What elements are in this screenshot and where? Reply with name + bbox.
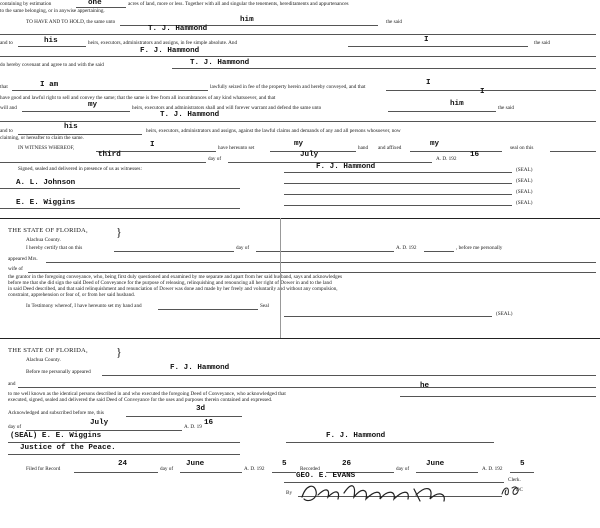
- ack2-notary-1: (SEAL) E. E. Wiggins: [10, 432, 102, 440]
- ack2-body-2: executed, signed, sealed and delivered the said Deed of Conveyance for the uses and purposes therein contained and expressed.: [8, 397, 273, 403]
- seal-4: (SEAL): [516, 200, 533, 206]
- right-pronoun: I: [480, 88, 485, 96]
- heirs-pronoun-line: [18, 46, 86, 47]
- recorded-day-of: day of: [396, 466, 410, 472]
- by-label: By: [286, 490, 293, 496]
- habendum-said: the said: [386, 19, 402, 25]
- witness-hand: hand: [358, 145, 369, 151]
- heirs-pronoun: his: [44, 37, 58, 45]
- date-day-line: [0, 162, 206, 163]
- seized-that: that: [0, 84, 8, 90]
- ack1-day-line: [114, 251, 234, 252]
- witness-whereof: IN WITNESS WHEREOF,: [18, 145, 75, 151]
- ack2-day-line: [126, 416, 242, 417]
- witness-and-affixed: and affixed: [378, 145, 402, 151]
- signature-line-4: [284, 205, 512, 206]
- ack1-mrs-line: [46, 262, 596, 263]
- recorded-year: 5: [520, 460, 525, 468]
- seal-3: (SEAL): [516, 189, 533, 195]
- witness-set: have hereunto set: [218, 145, 255, 151]
- filed-day-line: [74, 472, 158, 473]
- section-divider-1: [0, 218, 600, 219]
- ack2-and: and: [8, 381, 16, 387]
- filed-year-line: [272, 472, 296, 473]
- recorded-month: June: [426, 460, 445, 468]
- date-ad: A. D. 192: [436, 156, 457, 162]
- heirs-and-to: and to: [0, 40, 13, 46]
- ack2-and-line: [18, 387, 596, 388]
- warrant-will-and: will and: [0, 105, 17, 111]
- witness-my2: my: [430, 140, 440, 148]
- filed-year: 5: [282, 460, 287, 468]
- ack1-testimony: In Testimony whereof, I have hereunto set my hand and: [26, 303, 142, 309]
- ack2-notary-line-1: [8, 442, 240, 443]
- warrant-grantee-pronoun: him: [450, 100, 464, 108]
- covenant-line: [172, 68, 596, 69]
- date-day: third: [98, 151, 121, 159]
- seized-text: lawfully seized in fee of the property herein and hereby conveyed, and that: [210, 84, 366, 90]
- date-day-of: day of: [208, 156, 222, 162]
- estimation-label: containing by estimation: [0, 1, 52, 7]
- habendum-label: TO HAVE AND TO HOLD, the same unto: [26, 19, 116, 25]
- seal-2: (SEAL): [516, 178, 533, 184]
- ack2-notary-2: Justice of the Peace.: [20, 444, 116, 452]
- grantor-pronoun: I: [424, 36, 429, 44]
- seized-value: I am: [40, 81, 59, 89]
- recorded-day: 26: [342, 460, 352, 468]
- warrant-grantee-pronoun-line: [388, 111, 496, 112]
- seal-1: (SEAL): [516, 167, 533, 173]
- witness-seal-on: seal on this: [510, 145, 534, 151]
- right-text: have good and lawful right to sell and convey the same; that the same is free from all incumbrances of any kind whatsoever, and that: [0, 95, 276, 101]
- warrant-pronoun-line: [22, 111, 130, 112]
- witness-1-line: [0, 188, 240, 189]
- ack1-brace: }: [116, 225, 122, 239]
- signature-line-2: [284, 183, 512, 184]
- ack2-grantor-sig-line: [286, 442, 494, 443]
- clerk-label: Clerk.: [508, 477, 521, 483]
- witness-seal-line: [550, 151, 596, 152]
- witness-pronoun: I: [150, 141, 155, 149]
- ack2-ad: A. D. 19: [184, 424, 202, 430]
- witness-my2-line: [410, 151, 502, 152]
- ack1-vertical-rule: [280, 218, 281, 338]
- ack1-county: Alachua County.: [26, 237, 61, 243]
- ack2-county: Alachua County.: [26, 357, 61, 363]
- grantee-name-2: T. J. Hammond: [160, 111, 220, 119]
- covenant-text: do hereby covenant and agree to and with the said: [0, 62, 104, 68]
- ack1-certify: I hereby certify that on this: [26, 245, 83, 251]
- ack1-appeared: appeared Mrs.: [8, 256, 38, 262]
- witness-my1: my: [294, 140, 304, 148]
- grantor-signature: F. J. Hammond: [316, 163, 376, 171]
- appurtenances-text: acres of land, more or less. Together with all and singular the tenements, hereditaments and appurtenances: [128, 1, 349, 7]
- warrant-text: heirs, executors and administrators shall and will forever warrant and defend the same unto: [132, 105, 322, 111]
- claims-text-2: claiming, or hereafter to claim the same.: [0, 135, 84, 141]
- seized-pronoun: I: [426, 79, 431, 87]
- ack2-notary-line-2: [8, 454, 240, 455]
- recorded-label: Recorded: [300, 466, 320, 472]
- appertaining-text: to the same belonging, or in anywise appertaining.: [0, 8, 105, 14]
- recorded-month-line: [416, 472, 478, 473]
- ack1-wife-line: [28, 272, 596, 273]
- deputy-clerk-signature: [296, 477, 466, 507]
- date-month: July: [300, 151, 319, 159]
- dc-text: DC: [516, 488, 523, 493]
- seized-pronoun-line: [386, 90, 596, 91]
- section-divider-2: [0, 338, 600, 339]
- heirs-text: heirs, executors, administrators and assigns, in fee simple absolute. And: [88, 40, 238, 46]
- ack2-name: F. J. Hammond: [170, 364, 230, 372]
- grantee-line-1: [0, 34, 596, 35]
- filed-label: Filed for Record: [26, 466, 61, 472]
- ack2-grantor-sig: F. J. Hammond: [326, 432, 386, 440]
- ack1-month-line: [256, 251, 394, 252]
- filed-month: June: [186, 460, 205, 468]
- grantor-name: F. J. Hammond: [140, 47, 200, 55]
- ack1-ad: A. D. 192: [396, 245, 417, 251]
- acres-value: one: [88, 0, 102, 7]
- ack1-body-2: before me that she did sign the said Deed of Conveyance for the purpose of releasing, relinquishing and renouncing all her right of Dower in and to the land: [8, 280, 332, 286]
- heirs-said: the said: [534, 40, 550, 46]
- ack2-subscribed: Acknowledged and subscribed before me, this: [8, 410, 104, 416]
- ack1-testimony-line: [158, 309, 258, 310]
- ack2-day-of: day of: [8, 424, 22, 430]
- ack1-day-of: day of: [236, 245, 250, 251]
- warrant-pronoun: my: [88, 101, 98, 109]
- ack1-body-3: in said Deed described, and that said relinquishment and renunciation of Dower was done and made by her freely and voluntarily and without any compulsion,: [8, 286, 338, 292]
- filed-day: 24: [118, 460, 128, 468]
- warrant-said: the said: [498, 105, 514, 111]
- ack2-month: July: [90, 419, 109, 427]
- witness-2-line: [0, 208, 240, 209]
- recorded-year-line: [510, 472, 534, 473]
- ack1-state: THE STATE OF FLORIDA,: [8, 227, 88, 234]
- claims-and-to: and to: [0, 128, 13, 134]
- ack2-month-line: [26, 430, 182, 431]
- ack2-day: 3d: [196, 405, 206, 413]
- grantor-line: [0, 56, 596, 57]
- filed-day-of: day of: [160, 466, 174, 472]
- ack2-appeared: Before me personally appeared: [26, 369, 91, 375]
- claims-pronoun: his: [64, 123, 78, 131]
- grantor-pronoun-line: [348, 46, 528, 47]
- seized-line: [12, 90, 208, 91]
- signature-line-3: [284, 194, 512, 195]
- signed-label: Signed, sealed and delivered in presence of us as witnesses:: [18, 166, 142, 172]
- clerk-name: GEO. E. EVANS: [296, 472, 356, 480]
- filed-ad: A. D. 192: [244, 466, 265, 472]
- ack1-seal: (SEAL): [496, 311, 513, 317]
- witness-2: E. E. Wiggins: [16, 199, 76, 207]
- witness-1: A. L. Johnson: [16, 179, 76, 187]
- claims-text: heirs, executors, administrators and assigns, against the lawful claims and demands of any and all persons whosoever, now: [146, 128, 401, 134]
- ack2-pronoun: he: [420, 382, 430, 390]
- ack2-state: THE STATE OF FLORIDA,: [8, 347, 88, 354]
- ack1-wife-of: wife of: [8, 266, 23, 272]
- ack2-year: 16: [204, 419, 214, 427]
- ack2-name-line: [102, 375, 596, 376]
- ack1-seal-word: Seal: [260, 303, 269, 309]
- signature-line-1: [284, 172, 512, 173]
- filed-month-line: [180, 472, 242, 473]
- ack1-before-me: , before me personally: [456, 245, 503, 251]
- grantee-name-1: T. J. Hammond: [148, 25, 208, 33]
- ack2-brace: }: [116, 345, 122, 359]
- ack1-body-1: the grantor in the foregoing conveyance, who, being first duly questioned and examined by me separate and apart from her said husband, says and acknowledges: [8, 274, 343, 280]
- ack2-pronoun-line: [400, 396, 596, 397]
- covenant-name: T. J. Hammond: [190, 59, 250, 67]
- ack1-signature-line: [284, 316, 492, 317]
- grantee-line-2: [0, 121, 596, 122]
- habendum-pronoun: him: [240, 16, 254, 24]
- ack1-year-line: [424, 251, 454, 252]
- ack1-body-4: constraint, apprehension or fear of, or from her said husband.: [8, 292, 136, 298]
- recorded-ad: A. D. 192: [482, 466, 503, 472]
- ack2-body-1: to me well known as the identical persons described in and who executed the foregoing Deed of Conveyance, who acknowledged that: [8, 391, 286, 397]
- date-year: 16: [470, 151, 480, 159]
